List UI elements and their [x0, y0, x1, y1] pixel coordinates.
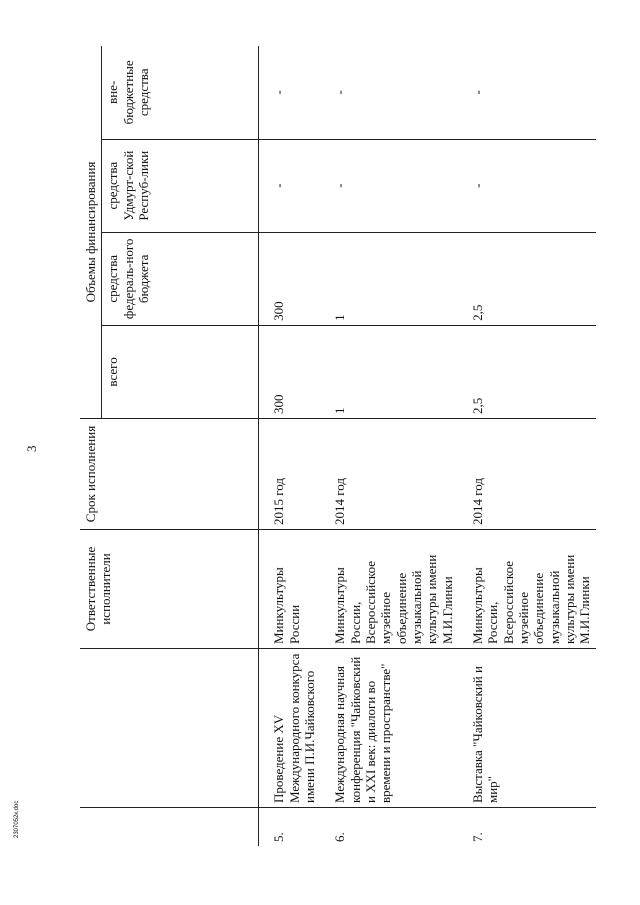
row-responsible	[259, 530, 320, 649]
header-num-cell	[80, 808, 259, 847]
row-extra: -	[259, 46, 320, 139]
header-name-cell	[80, 649, 259, 808]
row-term: 2014 год	[458, 419, 596, 530]
row-responsible	[458, 530, 596, 649]
table-row	[259, 46, 320, 846]
file-name-footer: 2307052к.doc	[14, 800, 20, 838]
row-udmurt: -	[259, 139, 320, 232]
row-federal: 2,5	[458, 232, 596, 325]
page-number: 3	[24, 445, 39, 452]
table-header-row	[80, 46, 102, 846]
header-total: всего	[102, 325, 259, 418]
row-responsible	[320, 530, 458, 649]
row-name: Выставка "Чайковский и мир"	[458, 649, 596, 808]
row-extra: -	[320, 46, 458, 139]
row-responsible-text: Минкультуры России	[271, 567, 302, 644]
rotated-page	[20, 22, 620, 882]
header-extra: вне-бюджетные средства	[102, 46, 259, 139]
header-financing: Объемы финансирования	[80, 46, 102, 419]
row-extra: -	[458, 46, 596, 139]
row-number: 5.	[271, 832, 287, 842]
row-name: Международная научная конференция "Чайковский и XXI век: диалоги во времени и пространстве"	[320, 649, 458, 808]
header-responsible: Ответственные исполнители	[80, 530, 259, 649]
header-udmurt: средства Удмурт-ской Респуб-лики	[102, 139, 259, 232]
measures-table	[80, 46, 596, 846]
row-responsible-text: Минкультуры России, Всероссийское музейное объединение музыкальной культуры имени М.И.Глинки	[469, 554, 593, 644]
row-total: 1	[320, 325, 458, 418]
row-federal: 1	[320, 232, 458, 325]
row-term: 2015 год	[259, 419, 320, 530]
header-term: Срок исполнения	[80, 419, 259, 530]
row-total: 2,5	[458, 325, 596, 418]
table-row	[458, 46, 596, 846]
row-responsible-text: Минкультуры России, Всероссийское музейное объединение музыкальной культуры имени М.И.Глинки	[332, 554, 455, 644]
row-udmurt: -	[458, 139, 596, 232]
header-federal: средства федераль-ного бюджета	[102, 232, 259, 325]
row-term: 2014 год	[320, 419, 458, 530]
table-row	[320, 46, 458, 846]
row-number: 7.	[469, 832, 485, 842]
row-total: 300	[259, 325, 320, 418]
row-name: Проведение XV Международного конкурса имени П.И.Чайковского	[259, 649, 320, 808]
row-federal: 300	[259, 232, 320, 325]
row-udmurt: -	[320, 139, 458, 232]
row-number: 6.	[332, 832, 348, 842]
